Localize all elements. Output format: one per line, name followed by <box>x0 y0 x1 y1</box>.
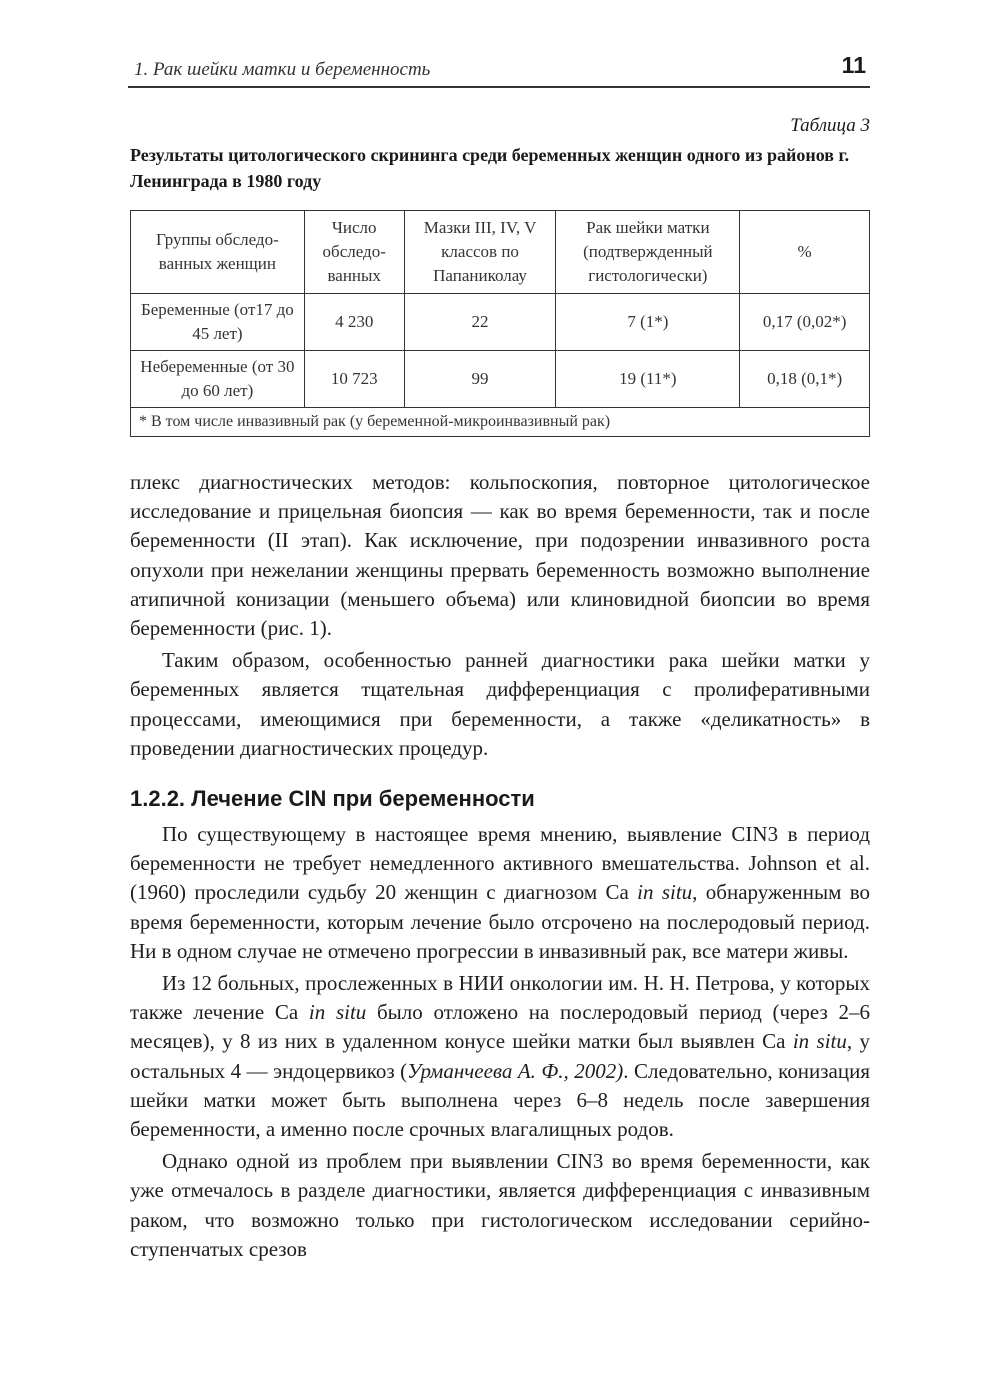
text-run-italic: in situ <box>637 880 693 905</box>
text-run-italic: in situ <box>792 1029 847 1054</box>
text-run: , у остальных 4 — эндоцервикоз ( <box>130 1029 870 1083</box>
text-run: было отложено на послеродовый период (через 2–6 месяцев), у 8 из них в удаленном конусе шейки матки был выявлен Ca <box>130 1000 871 1054</box>
column-header: Мазки III, IV, V классов по Папаниколау <box>404 211 556 294</box>
table-cell: Беременные (от17 до 45 лет) <box>131 294 305 351</box>
text-run: . Следовательно, конизация шейки матки может быть выполнена через 6–8 недель после завершения беременности, а именно после срочных влагалищных родов. <box>130 1058 871 1142</box>
text-run: Из 12 больных, прослеженных в НИИ онкологии им. Н. Н. Петрова, у которых также лечение Ca <box>130 971 870 1025</box>
page-number: 11 <box>841 52 866 78</box>
table-cell: 22 <box>404 294 556 351</box>
paragraph: плекс диагностических методов: кольпоскопия, повторное цитологическое исследование и прицельная биопсия — как во время беременности, так и после беременности (II этап). Как исключение, при подозрении инвазивного роста опухоли при нежелании женщины прервать беременность возможно выполнение атипичной конизации (меньшего объема) или клиновидной биопсии во время беременности (рис. 1). <box>130 470 870 641</box>
text-run-italic: in situ <box>308 1000 367 1025</box>
column-header: % <box>740 211 870 294</box>
table-caption: Результаты цитологического скрининга среди беременных женщин одного из районов г. Ленинграда в 1980 году <box>130 145 850 191</box>
table-footnote: * В том числе инвазивный рак (у беременной-микроинвазивный рак) <box>131 408 870 437</box>
section-heading: 1.2.2. Лечение CIN при беременности <box>130 786 535 811</box>
column-header: Число обследо-ванных <box>304 211 404 294</box>
body-block-2 <box>130 820 870 1264</box>
paragraph: Однако одной из проблем при выявлении CIN3 во время беременности, как уже отмечалось в разделе диагностики, является дифференциация с инвазивным раком, что возможно только при гистологическом исследовании серийно-ступенчатых срезов <box>130 1149 870 1261</box>
table-cell: 4 230 <box>304 294 404 351</box>
table-label: Таблица 3 <box>790 115 870 136</box>
citation: Урманчеева А. Ф., 2002) <box>407 1058 624 1083</box>
paragraph: Таким образом, особенностью ранней диагностики рака шейки матки у беременных является тщательная дифференциация с пролиферативными процессами, имеющимися при беременности, а также «деликатность» в проведении диагностических процедур. <box>130 648 870 760</box>
running-header <box>128 52 870 88</box>
table-cell: 10 723 <box>304 351 404 408</box>
column-header: Рак шейки матки (подтвержденный гистологически) <box>556 211 740 294</box>
table-cell: 0,18 (0,1*) <box>740 351 870 408</box>
table-row <box>131 351 870 408</box>
text-run: По существующему в настоящее время мнению, выявление CIN3 в период беременности не требует немедленного активного вмешательства. Johnson et al. (1960) проследили судьбу 20 женщин с диагнозом Ca <box>130 822 870 905</box>
table-cell: Небеременные (от 30 до 60 лет) <box>131 351 305 408</box>
text-run: , обнаруженным во время беременности, которым лечение было отсрочено на послеродовый период. Ни в одном случае не отмечено прогрессии в инвазивный рак, все матери живы. <box>130 880 871 963</box>
running-title: 1. Рак шейки матки и беременность <box>134 59 431 80</box>
table-cell: 99 <box>404 351 556 408</box>
column-header: Группы обследо-ванных женщин <box>131 211 305 294</box>
table-cell: 19 (11*) <box>556 351 740 408</box>
table-cell: 7 (1*) <box>556 294 740 351</box>
table-row <box>131 294 870 351</box>
screening-table <box>130 210 870 437</box>
paragraph <box>130 969 870 1144</box>
table-header-row <box>131 211 870 294</box>
table-footnote-row <box>131 408 870 437</box>
paragraph <box>130 820 870 966</box>
table-cell: 0,17 (0,02*) <box>740 294 870 351</box>
body-block-1 <box>130 468 870 763</box>
